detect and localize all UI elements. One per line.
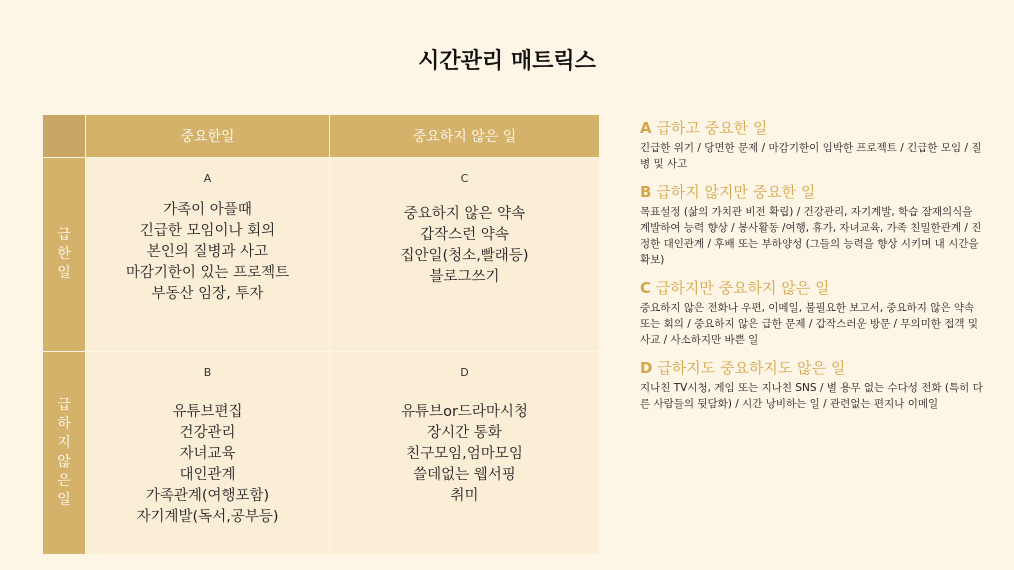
- row-header-not-urgent: [43, 352, 85, 554]
- list-item: 유튜브or드라마시청: [401, 404, 528, 420]
- legend-letter: A: [640, 119, 652, 137]
- quadrant-items: [330, 204, 599, 288]
- quadrant-b: [86, 352, 329, 554]
- list-item: 쓸데없는 웹서핑: [413, 467, 516, 483]
- legend-heading: [640, 118, 985, 138]
- page-title: 시간관리 매트릭스: [418, 49, 596, 74]
- legend-letter: B: [640, 183, 652, 201]
- quadrant-items: [330, 402, 599, 507]
- list-item: 유튜브편집: [172, 404, 243, 420]
- list-item: 마감기한이 있는 프로젝트: [125, 265, 290, 281]
- legend-description: 지나친 TV시청, 게임 또는 지나친 SNS / 별 용무 없는 수다성 전화 (특히 다른 사람들의 뒷담화) / 시간 낭비하는 일 / 관련없는 편지나 이메일: [640, 382, 983, 410]
- list-item: 친구모임,엄마모임: [406, 446, 523, 462]
- list-item: 본인의 질병과 사고: [146, 244, 269, 260]
- legend-heading-text: 급하지 않지만 중요한 일: [656, 183, 816, 201]
- list-item: 가족이 아플때: [163, 202, 252, 218]
- list-item: 취미: [450, 488, 479, 504]
- quadrant-items: [86, 402, 329, 528]
- legend-heading: [640, 278, 985, 298]
- legend-description: 긴급한 위기 / 당면한 문제 / 마감기한이 임박한 프로젝트 / 긴급한 모임 / 질병 및 사고: [640, 142, 982, 170]
- legend-description: 목표설정 (삶의 가치관 비전 확립) / 건강관리, 자기계발, 학습 잠재의식을 계발하여 능력 향상 / 봉사활동 /여행, 휴가, 자녀교육, 가족 친밀한관계 / 진정한 대인관계 / 후배 또는 부하양성 (그들의 능력을 향상 시키며 내 시간을 확보): [640, 206, 982, 266]
- list-item: 블로그쓰기: [429, 269, 500, 285]
- list-item: 자녀교육: [179, 446, 236, 462]
- list-item: 장시간 통화: [427, 425, 502, 441]
- quadrant-letter: D: [460, 366, 469, 379]
- list-item: 자기계발(독서,공부등): [136, 509, 279, 525]
- row-header-urgent-label: 급한일: [57, 227, 71, 281]
- legend-item-a: [640, 118, 985, 172]
- list-item: 중요하지 않은 약속: [403, 206, 526, 222]
- list-item: 건강관리: [179, 425, 236, 441]
- legend-letter: D: [640, 359, 653, 377]
- list-item: 긴급한 모임이나 회의: [139, 223, 276, 239]
- legend-item-d: [640, 358, 985, 412]
- quadrant-d: [330, 352, 599, 554]
- legend-heading-text: 급하고 중요한 일: [656, 119, 768, 137]
- list-item: 부동산 임장, 투자: [151, 286, 264, 302]
- legend-item-c: [640, 278, 985, 348]
- list-item: 갑작스런 약속: [420, 227, 509, 243]
- legend-heading: [640, 358, 985, 378]
- matrix-corner: [43, 115, 85, 157]
- quadrant-letter: A: [203, 172, 212, 185]
- legend-item-b: [640, 182, 985, 268]
- quadrant-items: [86, 200, 329, 305]
- legend-heading-text: 급하지만 중요하지 않은 일: [655, 279, 830, 297]
- quadrant-letter: B: [203, 366, 212, 379]
- col-header-not-important: 중요하지 않은 일: [330, 115, 599, 157]
- row-header-not-urgent-label: 급하지않은일: [57, 397, 71, 508]
- list-item: 대인관계: [179, 467, 236, 483]
- time-matrix: [43, 115, 599, 554]
- legend-letter: C: [640, 279, 652, 297]
- legend-description: 중요하지 않은 전화나 우편, 이메일, 불필요한 보고서, 중요하지 않은 약속 또는 회의 / 중요하지 않은 급한 문제 / 갑작스러운 방문 / 무의미한 접객 및 사교 / 사소하지만 바쁜 일: [640, 302, 979, 346]
- list-item: 가족관계(여행포함): [145, 488, 270, 504]
- legend: [640, 118, 985, 422]
- list-item: 집안일(청소,빨래등): [400, 248, 529, 264]
- row-header-urgent: [43, 158, 85, 351]
- col-header-important: 중요한일: [86, 115, 329, 157]
- legend-heading: [640, 182, 985, 202]
- legend-heading-text: 급하지도 중요하지도 않은 일: [657, 359, 846, 377]
- quadrant-letter: C: [460, 172, 469, 185]
- quadrant-c: [330, 158, 599, 351]
- quadrant-a: [86, 158, 329, 351]
